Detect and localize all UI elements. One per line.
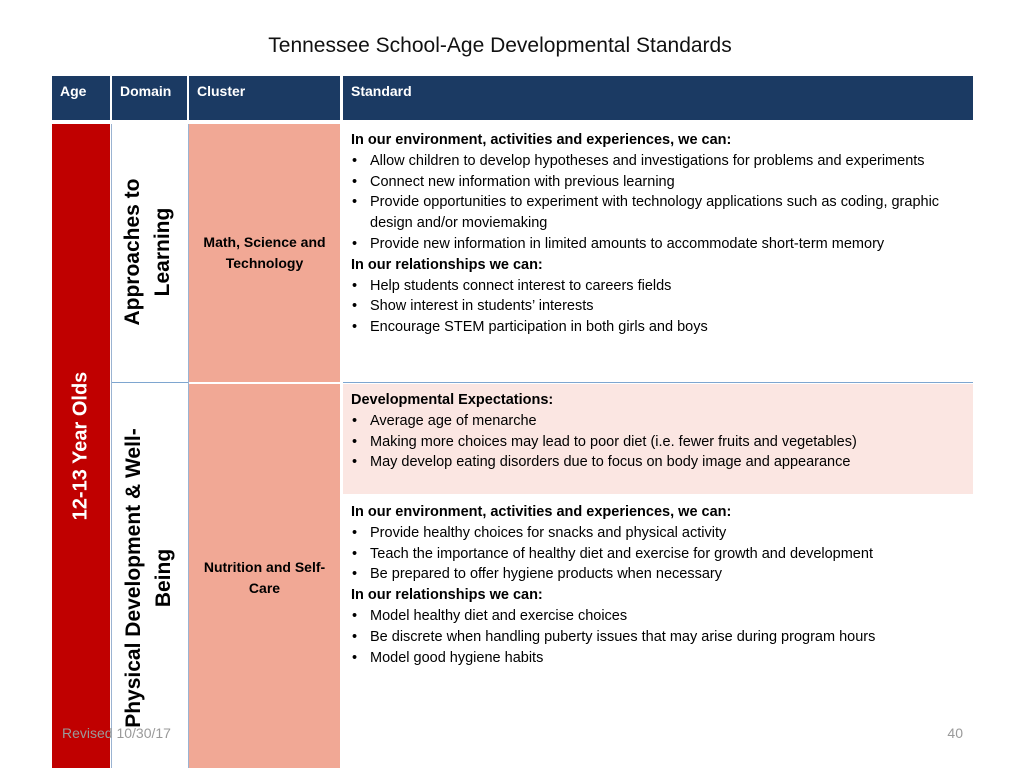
page-title: Tennessee School-Age Developmental Standards — [268, 34, 732, 57]
standard-bullet: • Provide new information in limited amounts to accommodate short-term memory — [351, 234, 965, 255]
age-group-label: 12-13 Year Olds — [69, 371, 92, 521]
standard-bullet: • Model good hygiene habits — [351, 648, 965, 669]
standard-bullet: • Show interest in students’ interests — [351, 296, 965, 317]
column-divider — [111, 124, 112, 768]
cluster-math-science-technology — [189, 232, 340, 274]
domain-label-line: Physical Development & Well- — [122, 428, 145, 728]
row-divider — [112, 382, 188, 383]
standard-bullet: • Allow children to develop hypotheses and investigations for problems and experiments — [351, 151, 965, 172]
standard-block-physical — [343, 496, 973, 696]
standard-bullet: • Teach the importance of healthy diet and exercise for growth and development — [351, 544, 965, 565]
cluster-label-line: Care — [248, 580, 281, 596]
standard-bullet: • Provide healthy choices for snacks and physical activity — [351, 523, 965, 544]
standard-bullet: • Be prepared to offer hygiene products when necessary — [351, 564, 965, 585]
revised-date: Revised 10/30/17 — [62, 725, 171, 741]
cluster-nutrition-self-care — [189, 557, 340, 599]
standard-bullet: • Encourage STEM participation in both girls and boys — [351, 317, 965, 338]
header-standard: Standard — [343, 76, 973, 120]
standard-bullet: • May develop eating disorders due to focus on body image and appearance — [351, 452, 965, 473]
standard-bullet: • Connect new information with previous learning — [351, 172, 965, 193]
domain-physical-development-well-being — [119, 428, 179, 728]
standard-block-developmental-expectations — [343, 384, 973, 494]
page-number: 40 — [947, 725, 963, 741]
standard-bullet: • Be discrete when handling puberty issues that may arise during program hours — [351, 627, 965, 648]
cluster-label-line: Technology — [225, 255, 304, 271]
header-age: Age — [52, 76, 110, 120]
domain-approaches-to-learning — [118, 178, 178, 325]
domain-label-line: Learning — [151, 207, 174, 297]
cluster-label-line: Nutrition and Self- — [203, 559, 326, 575]
domain-label-line: Approaches to — [121, 178, 144, 326]
domain-label-line: Being — [152, 548, 175, 608]
standard-heading: In our relationships we can: — [351, 587, 543, 604]
standard-block-approaches — [343, 124, 973, 382]
standard-heading: In our relationships we can: — [351, 256, 543, 273]
standard-bullet: • Model healthy diet and exercise choices — [351, 606, 965, 627]
standard-heading: Developmental Expectations: — [351, 392, 554, 408]
standard-bullet: • Provide opportunities to experiment with technology applications such as coding, graphic design and/or moviemaking — [351, 192, 965, 234]
standard-heading: In our environment, activities and experiences, we can: — [351, 504, 732, 520]
standard-bullet: • Help students connect interest to careers fields — [351, 276, 965, 297]
standard-bullet: • Making more choices may lead to poor diet (i.e. fewer fruits and vegetables) — [351, 432, 965, 453]
header-domain: Domain — [112, 76, 187, 120]
row-divider — [343, 382, 973, 383]
cluster-label-line: Math, Science and — [203, 234, 326, 250]
standard-heading: In our environment, activities and experiences, we can: — [351, 132, 732, 148]
header-cluster: Cluster — [189, 76, 340, 120]
standard-bullet: • Average age of menarche — [351, 411, 965, 432]
